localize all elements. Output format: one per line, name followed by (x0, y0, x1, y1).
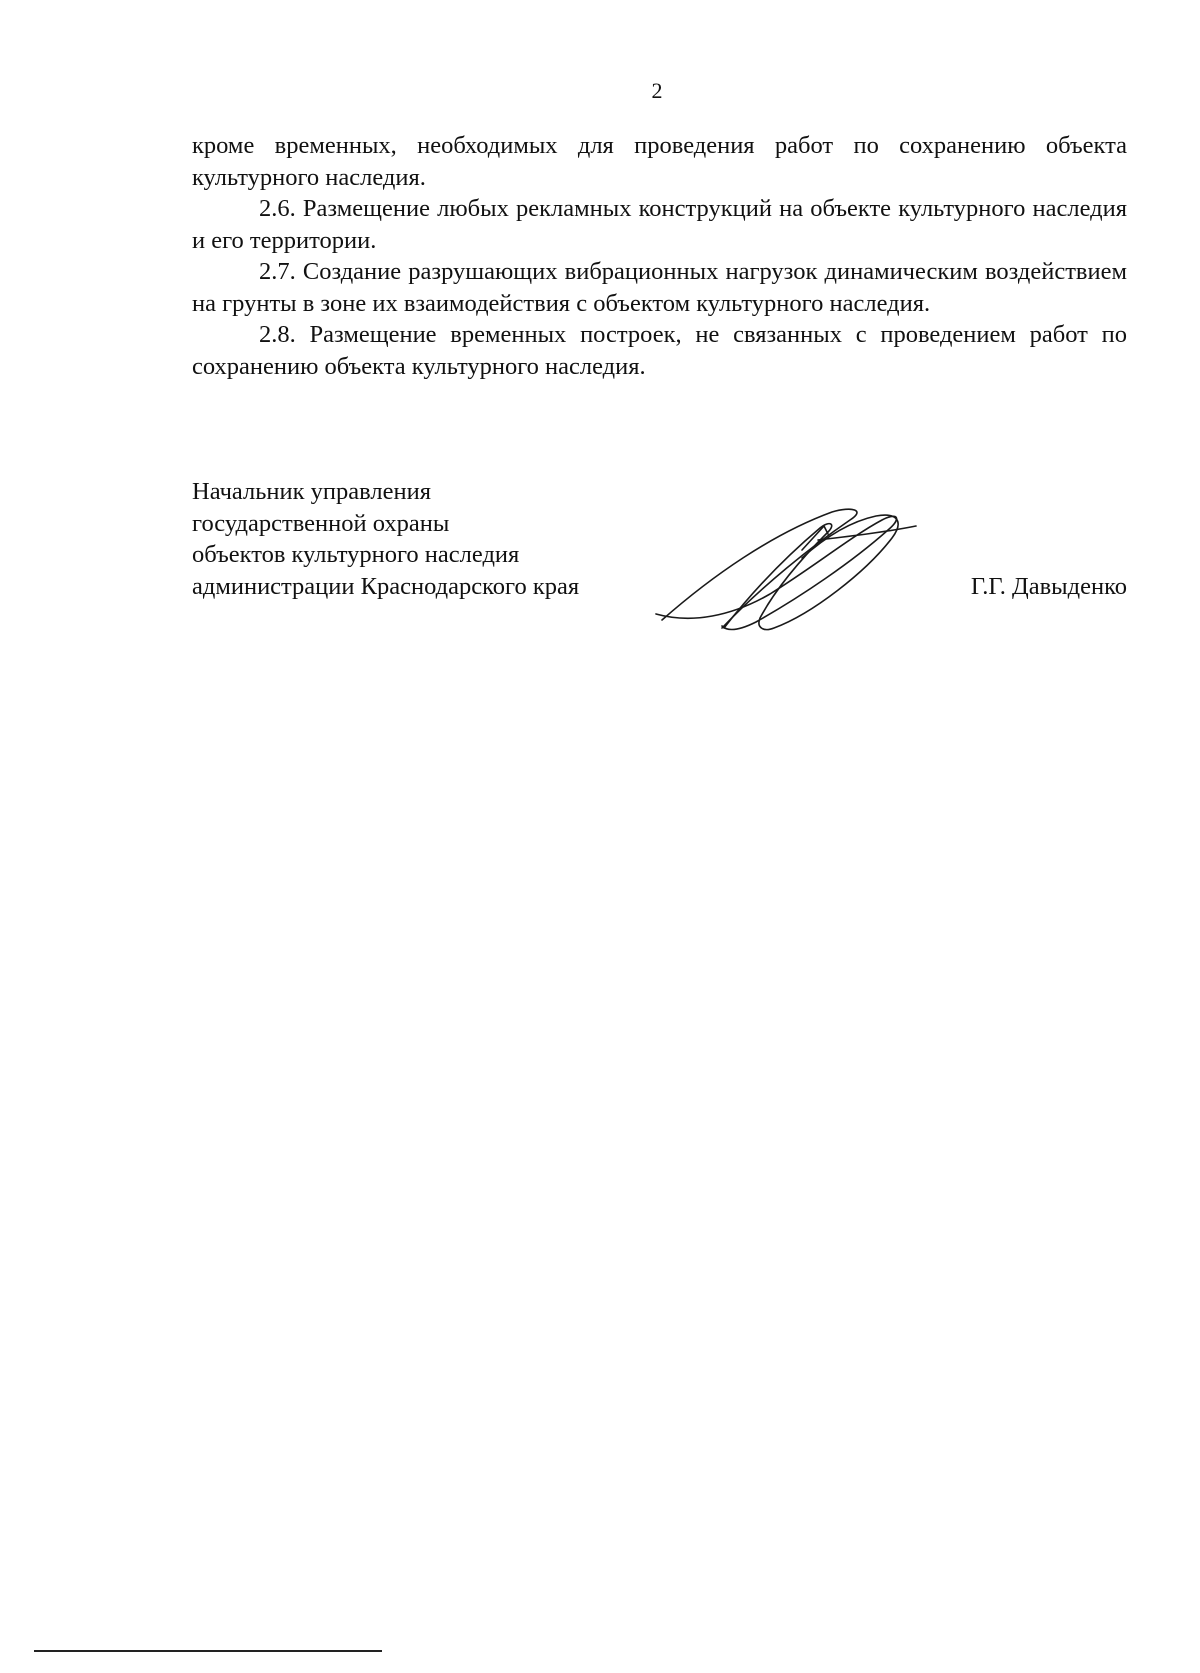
paragraph-2-7: 2.7. Создание разрушающих вибрационных нагрузок динамическим воздействием на грунты в зоне их взаимодействия с объектом культурного наследия. (192, 258, 1127, 317)
handwritten-signature (652, 506, 922, 636)
document-body (192, 130, 1127, 382)
paragraph-2-8: 2.8. Размещение временных построек, не связанных с проведением работ по сохранению объекта культурного наследия. (192, 321, 1127, 380)
page-number: 2 (651, 78, 663, 103)
signer-name: Г.Г. Давыденко (970, 572, 1127, 600)
signer-title-line: объектов культурного наследия (192, 541, 520, 568)
signer-title (192, 476, 579, 602)
signer-title-line: администрации Краснодарского края (192, 572, 580, 600)
signer-title-line: Начальник управления (192, 478, 431, 505)
signer-title-line: государственной охраны (192, 509, 450, 537)
signature-block (192, 476, 1127, 636)
footer-rule (34, 1650, 382, 1652)
paragraph-2-6: 2.6. Размещение любых рекламных конструкций на объекте культурного наследия и его территории. (192, 195, 1127, 254)
paragraph-continuation: кроме временных, необходимых для проведения работ по сохранению объекта культурного наследия. (192, 132, 1127, 191)
